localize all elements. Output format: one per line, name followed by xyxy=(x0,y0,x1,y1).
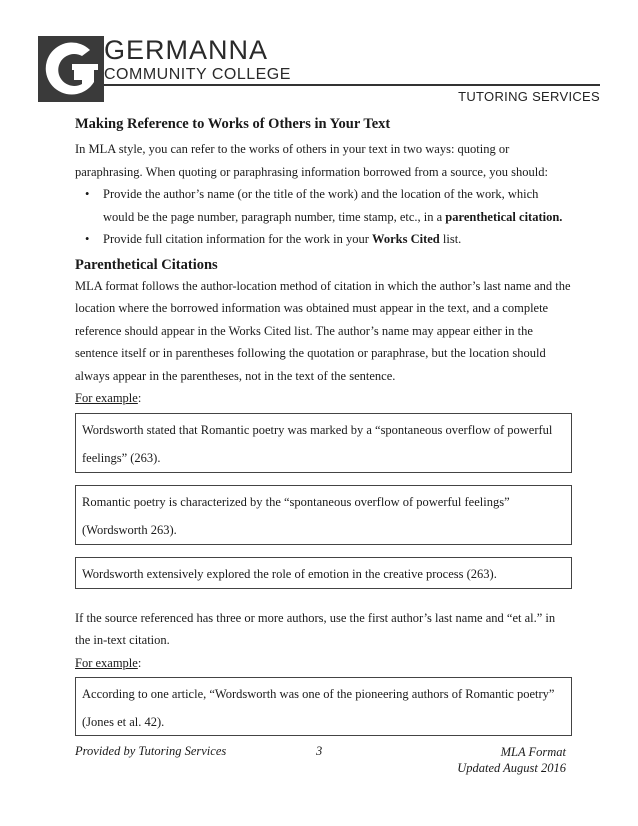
example-box: Romantic poetry is characterized by the “spontaneous overflow of powerful feelings” (Wordsworth 263). xyxy=(75,485,572,545)
bullet-bold-term: parenthetical citation. xyxy=(445,209,563,224)
example-box: Wordsworth extensively explored the role of emotion in the creative process (263). xyxy=(75,557,572,589)
department-label: TUTORING SERVICES xyxy=(458,89,600,104)
example-label xyxy=(75,387,572,410)
germanna-logo-icon xyxy=(38,36,108,104)
parenthetical-paragraph: MLA format follows the author-location method of citation in which the author’s last name and the location where the borrowed information was obtained must appear in the text, and a complete reference should appear in the Works Cited list. The author’s name may appear either in the sentence itself or in parentheses following the quotation or paraphrase, but the location should always appear in the parentheses, not in the text of the sentence. xyxy=(75,278,571,383)
footer-provider: Provided by Tutoring Services xyxy=(75,744,227,758)
example-box: Wordsworth stated that Romantic poetry was marked by a “spontaneous overflow of powerful feelings” (263). xyxy=(75,413,572,473)
page-number: 3 xyxy=(316,744,323,758)
et-al-paragraph: If the source referenced has three or more authors, use the first author’s last name and “et al.” in the in-text citation. xyxy=(75,610,556,647)
guideline-list xyxy=(75,183,572,251)
example-label-colon: : xyxy=(137,391,142,405)
example-label-text: For example xyxy=(75,391,138,405)
footer-updated: Updated August 2016 xyxy=(457,761,566,775)
list-item xyxy=(75,183,572,228)
bullet-tail: list. xyxy=(439,232,462,246)
header-rule xyxy=(104,84,600,86)
footer-doc-title: MLA Format xyxy=(500,745,566,759)
brand-subtitle: COMMUNITY COLLEGE xyxy=(104,66,291,83)
section-heading-references: Making Reference to Works of Others in Your Text xyxy=(75,116,391,132)
example-label xyxy=(75,652,572,675)
bullet-text: Provide full citation information for the work in your xyxy=(103,232,373,246)
list-item xyxy=(75,228,572,251)
section-heading-parenthetical: Parenthetical Citations xyxy=(75,256,218,273)
example-label-colon: : xyxy=(137,655,142,670)
example-box: According to one article, “Wordsworth was one of the pioneering authors of Romantic poetry” (Jones et al. 42). xyxy=(75,677,572,736)
footer-doc-info xyxy=(457,744,566,776)
bullet-text: Provide the author’s name (or the title of the work) and the location of the work, which would be the page number, paragraph number, time stamp, etc., in a xyxy=(103,187,539,224)
bullet-bold-term: Works Cited xyxy=(372,232,440,246)
example-label-text: For example xyxy=(75,655,138,670)
document-body xyxy=(75,114,572,736)
brand-name: GERMANNA xyxy=(104,35,269,65)
intro-paragraph: In MLA style, you can refer to the works of others in your text in two ways: quoting or paraphrasing. When quoting or paraphrasing information borrowed from a source, you should: xyxy=(75,142,548,179)
page-header xyxy=(0,0,638,110)
